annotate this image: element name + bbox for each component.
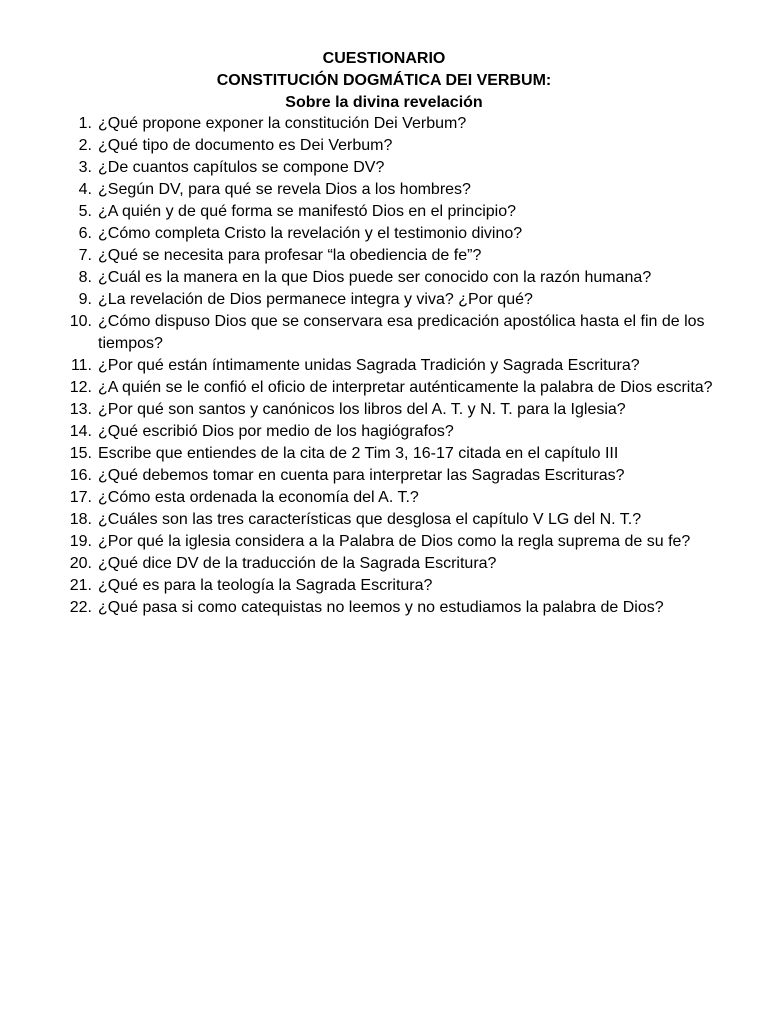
- question-text: ¿Qué se necesita para profesar “la obediencia de fe”?: [98, 247, 482, 264]
- question-number: 22.: [69, 599, 92, 616]
- question-number: 5.: [78, 203, 92, 220]
- question-number: 1.: [78, 115, 92, 132]
- question-number: 2.: [78, 137, 92, 154]
- question-item: [62, 597, 722, 619]
- question-number: 12.: [69, 379, 92, 396]
- question-number: 19.: [69, 533, 92, 550]
- question-text: ¿Cuál es la manera en la que Dios puede ser conocido con la razón humana?: [98, 269, 652, 286]
- question-text: ¿Cuáles son las tres características que desglosa el capítulo V LG del N. T.?: [98, 511, 642, 528]
- question-item: [62, 355, 722, 377]
- question-number: 15.: [69, 445, 92, 462]
- question-item: [62, 443, 722, 465]
- question-item: [62, 553, 722, 575]
- question-list: [62, 113, 722, 619]
- question-text: ¿Cómo completa Cristo la revelación y el testimonio divino?: [98, 225, 523, 242]
- question-item: [62, 575, 722, 597]
- question-text: ¿Por qué son santos y canónicos los libros del A. T. y N. T. para la Iglesia?: [98, 401, 626, 418]
- question-text: ¿Por qué la iglesia considera a la Palabra de Dios como la regla suprema de su fe?: [98, 533, 691, 550]
- question-text: ¿Qué propone exponer la constitución Dei Verbum?: [98, 115, 467, 132]
- question-item: [62, 135, 722, 157]
- question-text: ¿Qué dice DV de la traducción de la Sagrada Escritura?: [98, 555, 497, 572]
- question-text: ¿Qué debemos tomar en cuenta para interpretar las Sagradas Escrituras?: [98, 467, 625, 484]
- document-header: [0, 48, 768, 114]
- question-text: ¿La revelación de Dios permanece integra y viva? ¿Por qué?: [98, 291, 533, 308]
- question-text: ¿Según DV, para qué se revela Dios a los hombres?: [98, 181, 471, 198]
- question-number: 16.: [69, 467, 92, 484]
- question-text: ¿Qué escribió Dios por medio de los hagiógrafos?: [98, 423, 454, 440]
- question-number: 18.: [69, 511, 92, 528]
- question-text: ¿A quién se le confió el oficio de interpretar auténticamente la palabra de Dios escrita?: [98, 379, 713, 396]
- question-text: ¿Por qué están íntimamente unidas Sagrada Tradición y Sagrada Escritura?: [98, 357, 640, 374]
- question-item: [62, 245, 722, 267]
- question-text: ¿De cuantos capítulos se compone DV?: [98, 159, 385, 176]
- document-topic: Sobre la divina revelación: [285, 94, 483, 111]
- question-text: ¿Qué pasa si como catequistas no leemos y no estudiamos la palabra de Dios?: [98, 599, 664, 616]
- question-number: 3.: [78, 159, 92, 176]
- question-item: [62, 311, 722, 355]
- question-number: 9.: [78, 291, 92, 308]
- question-number: 4.: [78, 181, 92, 198]
- question-item: [62, 201, 722, 223]
- question-item: [62, 531, 722, 553]
- question-item: [62, 157, 722, 179]
- question-text: ¿A quién y de qué forma se manifestó Dios en el principio?: [98, 203, 517, 220]
- document-title: CUESTIONARIO: [322, 50, 446, 67]
- question-number: 7.: [78, 247, 92, 264]
- question-text: ¿Qué tipo de documento es Dei Verbum?: [98, 137, 393, 154]
- question-item: [62, 289, 722, 311]
- question-number: 20.: [69, 555, 92, 572]
- question-number: 8.: [78, 269, 92, 286]
- document-subtitle: CONSTITUCIÓN DOGMÁTICA DEI VERBUM:: [216, 72, 552, 89]
- question-number: 13.: [69, 401, 92, 418]
- question-item: [62, 465, 722, 487]
- question-text: ¿Qué es para la teología la Sagrada Escritura?: [98, 577, 433, 594]
- question-number: 11.: [70, 357, 92, 374]
- question-item: [62, 487, 722, 509]
- question-text: ¿Cómo esta ordenada la economía del A. T.?: [98, 489, 419, 506]
- question-item: [62, 399, 722, 421]
- question-item: [62, 377, 722, 399]
- question-number: 21.: [69, 577, 92, 594]
- question-item: [62, 509, 722, 531]
- question-item: [62, 179, 722, 201]
- question-text: Escribe que entiendes de la cita de 2 Tim 3, 16-17 citada en el capítulo III: [98, 445, 619, 462]
- question-item: [62, 421, 722, 443]
- question-item: [62, 223, 722, 245]
- question-number: 6.: [78, 225, 92, 242]
- question-number: 14.: [69, 423, 92, 440]
- question-text: ¿Cómo dispuso Dios que se conservara esa predicación apostólica hasta el fin de los tiempos?: [98, 313, 705, 352]
- question-number: 17.: [69, 489, 92, 506]
- question-item: [62, 113, 722, 135]
- question-item: [62, 267, 722, 289]
- question-number: 10.: [69, 313, 92, 330]
